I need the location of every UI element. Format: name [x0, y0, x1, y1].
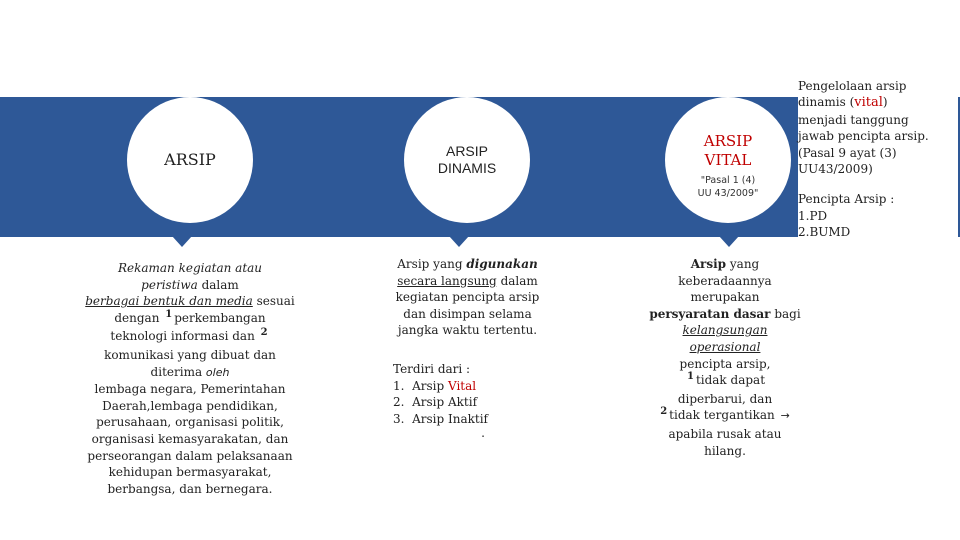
circle-vital-note-2: UU 43/2009" [697, 187, 759, 199]
col2-line-2 [370, 273, 565, 290]
col3-text: pencipta arsip, [679, 356, 771, 371]
circle-dinamis [404, 97, 530, 223]
col1-line-10 [55, 414, 325, 431]
side-text: dinamis ( [798, 95, 855, 110]
col3-text: operasional [689, 339, 761, 354]
col3-number-1: 1 [686, 371, 694, 383]
col3-text: kelangsungan [682, 323, 768, 338]
col1-text: sesuai [252, 294, 295, 309]
pointer-vital [719, 236, 739, 247]
circle-vital-title-1: ARSIP [703, 131, 753, 150]
col2-text: secara langsung [397, 273, 497, 288]
col1-line-12 [55, 448, 325, 465]
col1-line-7 [55, 364, 325, 382]
col3-text: tidak dapat [695, 373, 766, 388]
col1-line-14 [55, 481, 325, 498]
col3-line-5 [640, 322, 810, 339]
definition-arsip-dinamis [370, 256, 565, 439]
circle-vital [665, 97, 791, 223]
side-line-9: 2.BUMD [798, 225, 851, 240]
col3-line-9 [640, 391, 810, 408]
col1-line-4 [55, 310, 325, 329]
col1-line-9 [55, 398, 325, 415]
col1-text: oleh [205, 365, 230, 379]
list-item-highlight: Vital [448, 378, 477, 393]
side-line-4: jawab pencipta arsip. [798, 129, 929, 144]
col3-text: hilang. [704, 443, 746, 458]
col3-line-1 [640, 256, 810, 273]
list-item-label: Arsip Aktif [412, 395, 478, 410]
col1-line-5 [55, 328, 325, 347]
side-line-1: Pengelolaan arsip [798, 79, 907, 93]
circle-vital-text [698, 132, 759, 200]
side-note [798, 78, 958, 241]
col1-number-2: 2 [260, 327, 268, 339]
col3-number-2: 2 [660, 406, 668, 418]
col1-text: berbangsa, dan bernegara. [107, 481, 273, 496]
circle-arsip [127, 97, 253, 223]
list-header: Terdiri dari : [393, 361, 471, 376]
col1-line-1 [55, 260, 325, 277]
col3-line-3 [640, 289, 810, 306]
side-line-3: menjadi tanggung [798, 112, 909, 127]
col2-text: digunakan [466, 257, 538, 271]
list-item-label: Arsip Inaktif [412, 411, 488, 426]
col3-line-4 [640, 306, 810, 323]
side-line-7: Pencipta Arsip : [798, 192, 895, 207]
list-item [393, 394, 565, 411]
list-item [393, 378, 565, 395]
pointer-dinamis [449, 236, 469, 247]
side-text-highlight: vital [854, 95, 883, 111]
circle-dinamis-title-1: ARSIP [445, 142, 488, 159]
col3-line-6 [640, 339, 810, 356]
col3-text: bagi [770, 306, 801, 321]
col3-text: apabila rusak atau [668, 426, 782, 441]
arsip-dinamis-list [393, 361, 565, 439]
col1-text: perusahaan, organisasi politik, [96, 415, 284, 430]
col1-text: Rekaman kegiatan atau [117, 261, 263, 275]
col2-text: Arsip yang [397, 257, 467, 271]
col1-text: organisasi kemasyarakatan, dan [91, 431, 289, 446]
col1-line-2 [55, 277, 325, 294]
arrow-right-icon: → [780, 409, 790, 423]
definition-arsip [55, 260, 325, 497]
side-line-2 [798, 94, 958, 111]
col3-line-8 [640, 372, 810, 391]
list-item-number: 2. [393, 395, 405, 410]
col3-text: tidak tergantikan [669, 408, 779, 423]
col2-text: kegiatan pencipta arsip [395, 290, 540, 305]
col3-text: persyaratan dasar [649, 306, 771, 321]
col1-number-1: 1 [165, 308, 173, 320]
col1-text: teknologi informasi dan [110, 329, 259, 344]
col3-line-12 [640, 443, 810, 460]
col3-line-11 [640, 426, 810, 443]
col2-line-5 [370, 322, 565, 339]
pointer-arsip [172, 236, 192, 247]
circle-vital-title-2: VITAL [704, 150, 752, 169]
col1-text: kehidupan bermasyarakat, [108, 465, 272, 480]
col2-line-4 [370, 306, 565, 323]
list-trailing-dot: . [481, 426, 485, 441]
col1-line-6 [55, 347, 325, 364]
side-line-5: (Pasal 9 ayat (3) [798, 145, 897, 160]
col3-text: merupakan [690, 290, 760, 305]
side-text: ) [882, 95, 888, 110]
list-item [393, 411, 565, 428]
col1-line-13 [55, 464, 325, 481]
col1-text: komunikasi yang dibuat dan [104, 347, 276, 362]
side-line-8: 1.PD [798, 208, 828, 223]
col3-text: keberadaannya [678, 273, 772, 288]
col1-line-3 [55, 293, 325, 310]
col1-text: berbagai bentuk dan media [85, 294, 253, 309]
col3-line-10 [640, 407, 810, 426]
col1-text: dalam [197, 277, 239, 292]
col1-text: Daerah,lembaga pendidikan, [102, 398, 278, 413]
col2-text: dalam [496, 273, 538, 288]
col3-line-7 [640, 356, 810, 373]
circle-vital-note-1: "Pasal 1 (4) [700, 175, 756, 187]
circle-arsip-title: ARSIP [164, 150, 216, 169]
col3-text: yang [726, 257, 760, 271]
list-item-number: 1. [393, 378, 405, 393]
col3-line-2 [640, 273, 810, 290]
col2-text: dan disimpan selama [403, 306, 532, 321]
col1-text: peristiwa [141, 277, 198, 292]
col1-text: perseorangan dalam pelaksanaan [87, 448, 293, 463]
col2-line-1 [370, 256, 565, 273]
definition-arsip-vital [640, 256, 810, 459]
list-item-label: Arsip [412, 378, 448, 393]
col1-text: lembaga negara, Pemerintahan [94, 382, 286, 397]
col2-line-3 [370, 289, 565, 306]
side-line-6: UU43/2009) [798, 162, 873, 177]
col1-text: perkembangan [174, 310, 266, 325]
col2-text: jangka waktu tertentu. [397, 323, 538, 338]
col1-line-11 [55, 431, 325, 448]
col1-line-8 [55, 381, 325, 398]
list-item-number: 3. [393, 411, 405, 426]
col3-text: diperbarui, dan [677, 391, 773, 406]
circle-dinamis-title-2: DINAMIS [437, 160, 497, 176]
col1-text: diterima [150, 364, 206, 379]
col1-text: dengan [114, 310, 164, 325]
col3-text: Arsip [690, 257, 727, 271]
